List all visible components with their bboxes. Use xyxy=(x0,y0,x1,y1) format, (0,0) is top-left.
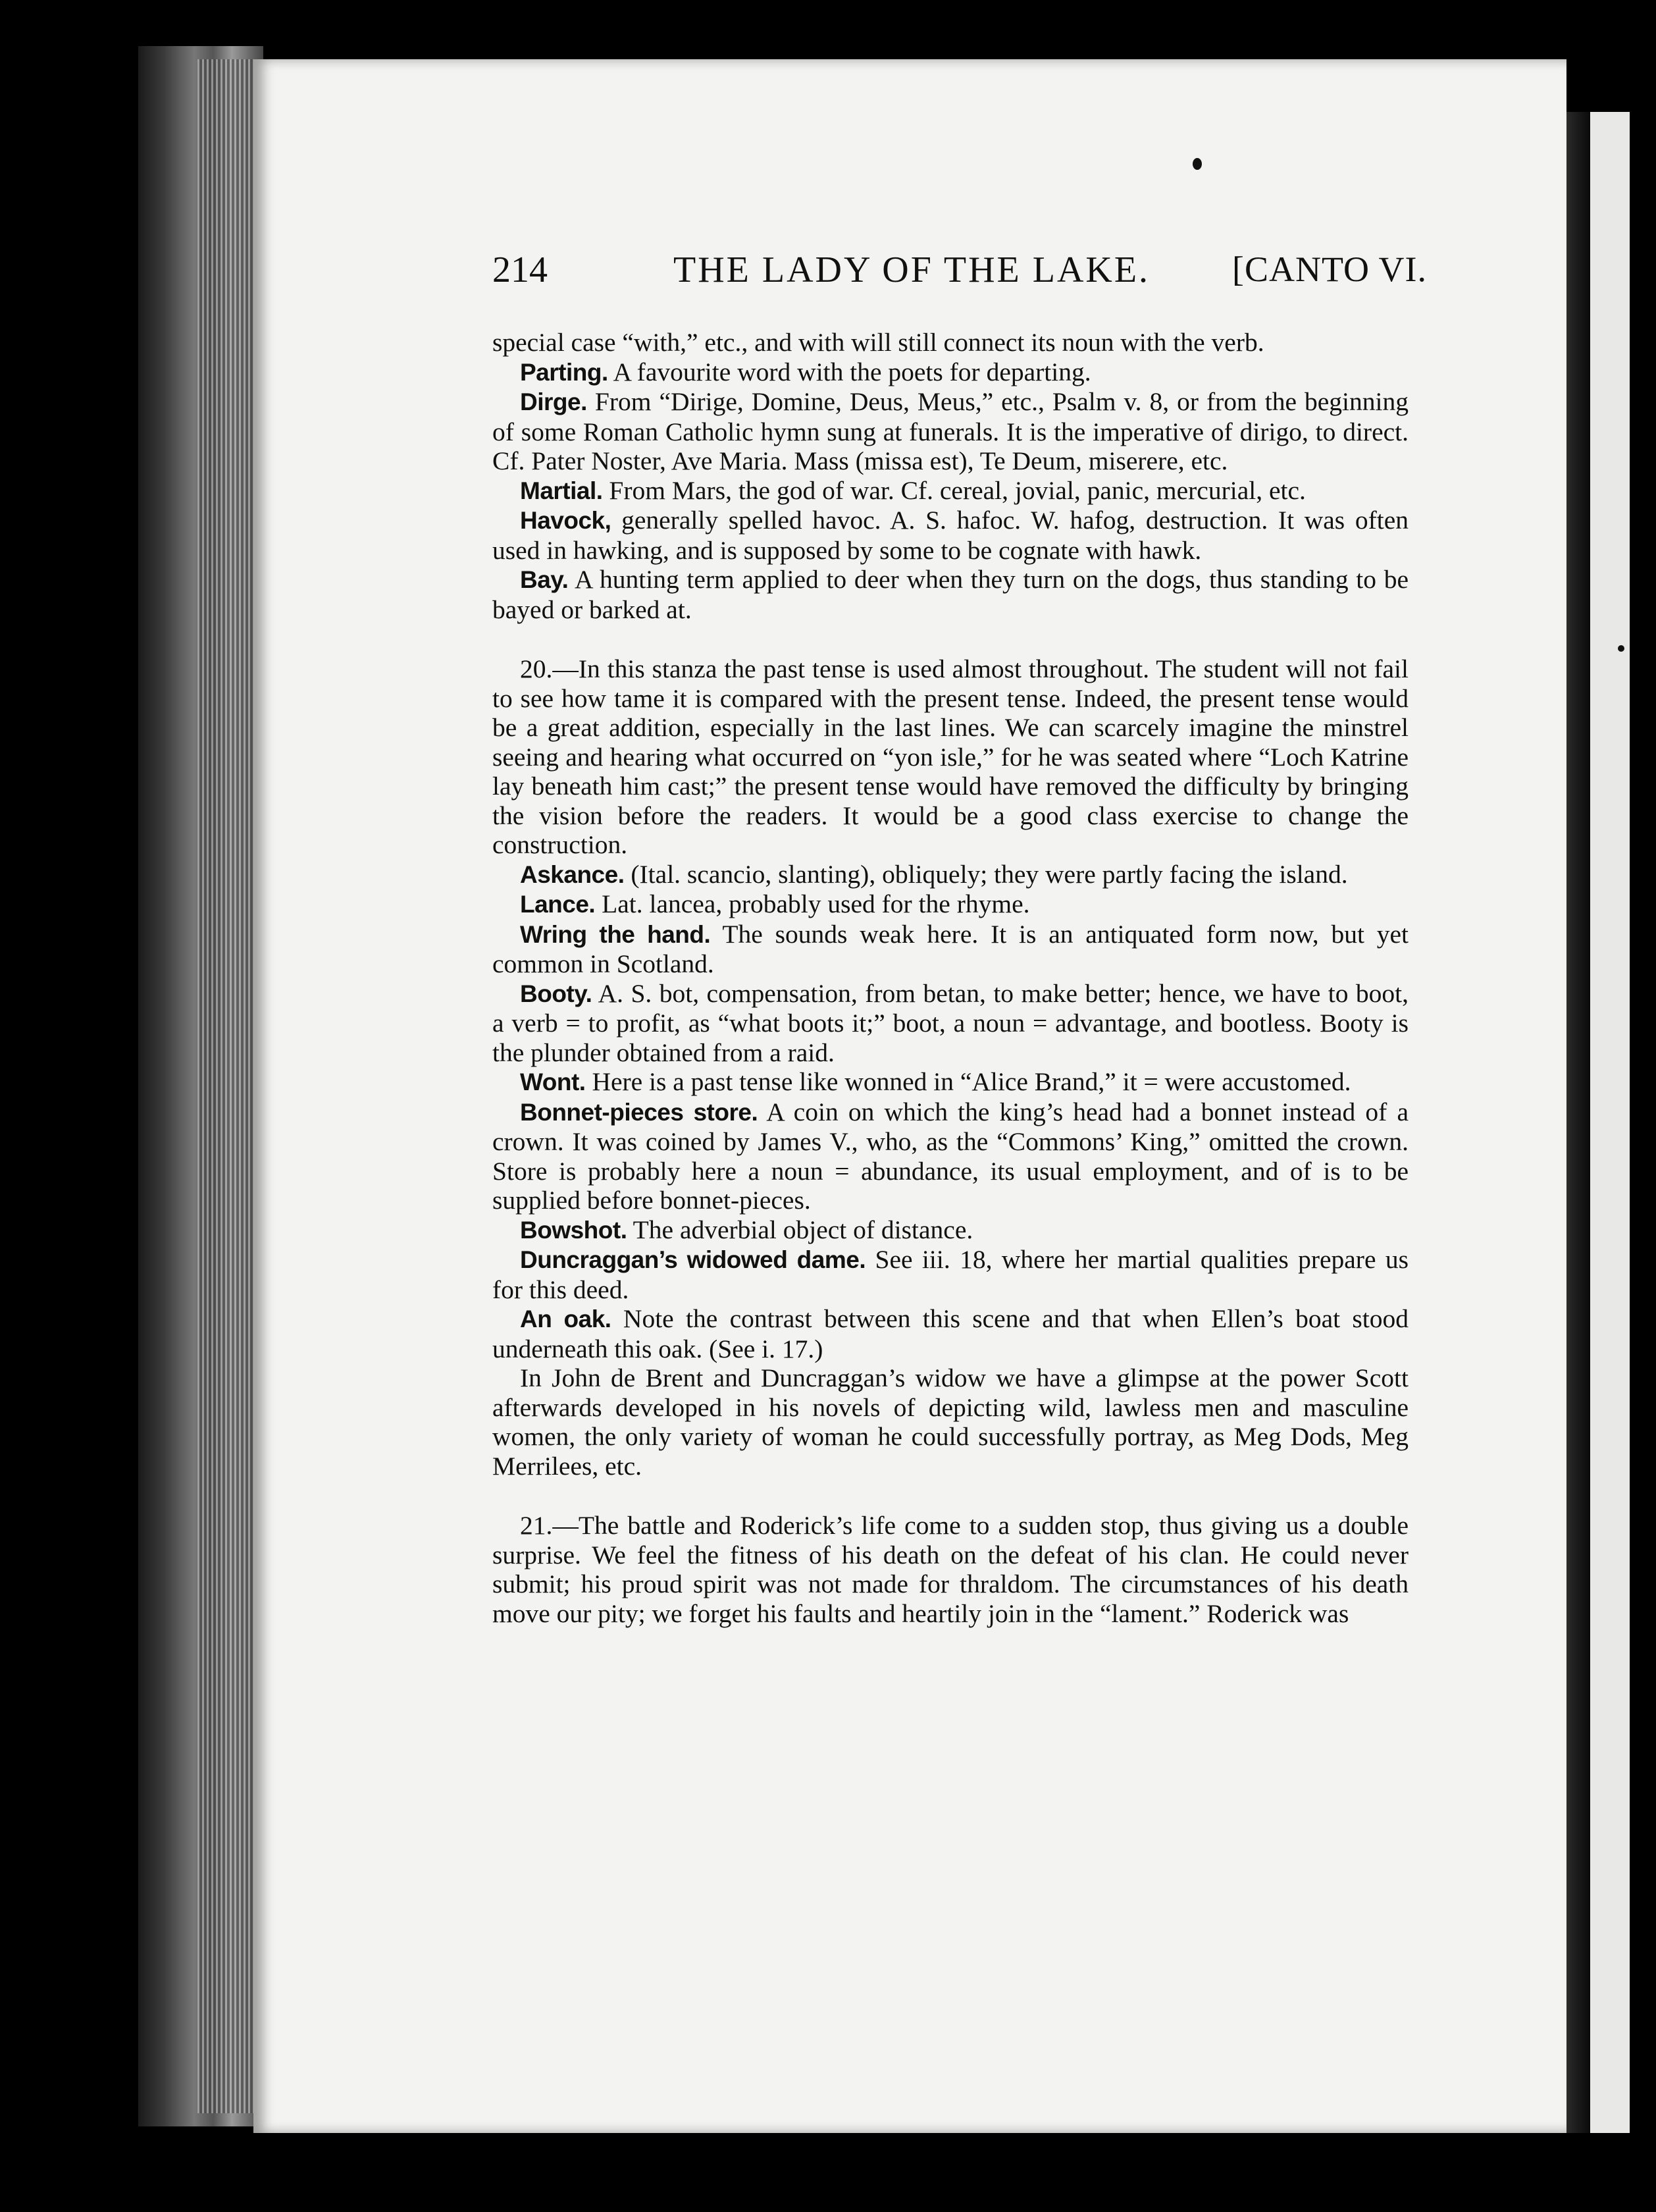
note-text: (Ital. scancio, slanting), obliquely; they were partly facing the island. xyxy=(631,859,1348,889)
note-term: Havock, xyxy=(520,507,611,534)
running-header xyxy=(492,249,1427,302)
note-text: Lat. lancea, probably used for the rhyme. xyxy=(602,889,1030,918)
note-bowshot xyxy=(492,1215,1409,1246)
stanza-20-commentary: 20.—In this stanza the past tense is used almost throughout. The student will not fail to see how tame it is compared with the present tense. Indeed, the present tense would be a great addition, especially in the last lines. We can scarcely imagine the minstrel seeing and hearing what occurred on “yon isle,” for he was seated where “Loch Katrine lay beneath him cast;” the present tense would have removed the difficulty by bringing the vision before the readers. It would be a good class exercise to change the construction. xyxy=(492,654,1409,859)
note-term: Bay. xyxy=(520,566,569,593)
paragraph: In John de Brent and Duncraggan’s widow we have a glimpse at the power Scott afterwards developed in his novels of depicting wild, lawless men and masculine women, the only variety of woman he could successfully portray, as Meg Dods, Meg Merrilees, etc. xyxy=(492,1363,1409,1481)
ink-speck xyxy=(1193,158,1202,170)
note-term: An oak. xyxy=(520,1305,611,1332)
note-askance xyxy=(492,860,1409,890)
note-text: A favourite word with the poets for departing. xyxy=(613,357,1091,386)
note-lance xyxy=(492,889,1409,920)
note-wring xyxy=(492,920,1409,979)
note-term: Martial. xyxy=(520,477,603,504)
note-text: A coin on which the king’s head had a bonnet instead of a crown. It was coined by James V., who, as the “Commons’ King,” omitted the crown. Store is probably here a noun = abundance, its usual employment, and of is to be supplied before bonnet-pieces. xyxy=(492,1097,1409,1215)
note-duncraggan xyxy=(492,1245,1409,1304)
note-term: Booty. xyxy=(520,980,592,1007)
note-term: Lance. xyxy=(520,891,596,918)
note-term: Parting. xyxy=(520,358,608,386)
canto-label: [CANTO VI. xyxy=(1231,250,1427,289)
note-text: The adverbial object of distance. xyxy=(633,1215,973,1244)
note-havock xyxy=(492,506,1409,565)
note-text: A. S. bot, compensation, from betan, to make better; hence, we have to boot, a verb = to profit, as “what boots it;” boot, a noun = advantage, and bootless. Booty is the plunder obtained from a raid. xyxy=(492,978,1409,1067)
note-text: Note the contrast between this scene and that when Ellen’s boat stood underneath this oak. (See i. 17.) xyxy=(492,1304,1409,1363)
note-term: Wring the hand. xyxy=(520,920,711,948)
running-title: THE LADY OF THE LAKE. xyxy=(673,250,1151,290)
stanza-21-commentary: 21.—The battle and Roderick’s life come to a sudden stop, thus giving us a double surprise. We feel the fitness of his death on the defeat of his clan. He could never submit; his proud spirit was not made for thraldom. The circumstances of his death move our pity; we forget his faults and heartily join in the “lament.” Roderick was xyxy=(492,1511,1409,1628)
note-text: The sounds weak here. It is an antiquated form now, but yet common in Scotland. xyxy=(492,919,1409,978)
paragraph: special case “with,” etc., and with will still connect its noun with the verb. xyxy=(492,328,1264,357)
note-term: Duncraggan’s widowed dame. xyxy=(520,1246,866,1273)
note-bonnet xyxy=(492,1097,1409,1215)
note-term: Askance. xyxy=(520,860,625,888)
note-text: From Mars, the god of war. Cf. cereal, jovial, panic, mercurial, etc. xyxy=(609,475,1306,505)
note-martial xyxy=(492,476,1409,506)
page-edges xyxy=(197,59,257,2113)
facing-page-gutter xyxy=(1566,112,1590,2133)
note-term: Dirge. xyxy=(520,388,587,415)
page-number: 214 xyxy=(492,250,548,290)
note-dirge xyxy=(492,387,1409,476)
page-text xyxy=(492,328,1409,1628)
note-term: Bonnet-pieces store. xyxy=(520,1098,758,1126)
ink-speck xyxy=(1618,645,1624,652)
facing-page-edge xyxy=(1590,112,1630,2133)
note-text: See iii. 18, where her martial qualities prepare us for this deed. xyxy=(492,1245,1409,1304)
note-text: Here is a past tense like wonned in “Alice Brand,” it = were accustomed. xyxy=(592,1067,1351,1096)
note-bay xyxy=(492,565,1409,624)
note-text: A hunting term applied to deer when they turn on the dogs, thus standing to be bayed or barked at. xyxy=(492,565,1409,624)
note-wont xyxy=(492,1067,1409,1097)
note-booty xyxy=(492,979,1409,1068)
note-oak xyxy=(492,1304,1409,1363)
note-parting xyxy=(492,357,1409,388)
note-term: Bowshot. xyxy=(520,1216,627,1244)
note-text: From “Dirige, Domine, Deus, Meus,” etc., Psalm v. 8, or from the beginning of some Roman Catholic hymn sung at funerals. It is the imperative of dirigo, to direct. Cf. Pater Noster, Ave Maria. Mass (missa est), Te Deum, miserere, etc. xyxy=(492,387,1409,475)
note-term: Wont. xyxy=(520,1068,586,1095)
note-text: generally spelled havoc. A. S. hafoc. W. hafog, destruction. It was often used in hawking, and is supposed by some to be cognate with hawk. xyxy=(492,506,1409,565)
